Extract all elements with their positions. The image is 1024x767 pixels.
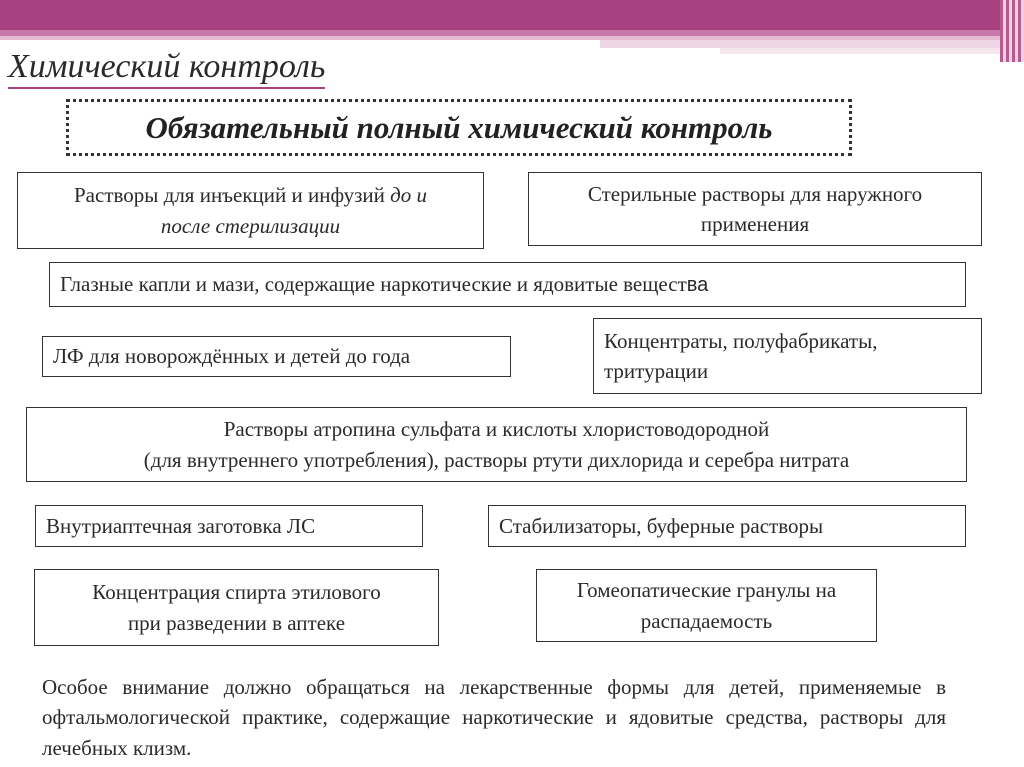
decorative-stripes [1000, 0, 1024, 62]
box-intra-pharmacy-text: Внутриаптечная заготовка ЛС [46, 513, 316, 538]
box-concentrates-line1: Концентраты, полуфабрикаты, [604, 328, 878, 353]
box-injections-text: Растворы для инъекций и инфузий [74, 183, 391, 208]
box-ethanol [34, 569, 439, 646]
subtitle-box [66, 99, 852, 156]
top-banner-band [720, 48, 1000, 54]
box-homeopathic-line2: распадаемость [640, 608, 773, 633]
box-eye-drops [49, 262, 966, 307]
box-concentrates [593, 318, 982, 394]
box-injections-italic-a: до и [390, 183, 427, 208]
box-atropine-line1: Растворы атропина сульфата и кислоты хлористоводородной [223, 417, 770, 442]
box-stabilizers-text: Стабилизаторы, буферные растворы [499, 513, 824, 538]
box-ethanol-line2: при разведении в аптеке [127, 610, 346, 635]
box-eye-drops-tail: ва [686, 274, 709, 296]
box-newborns-text: ЛФ для новорождённых и детей до года [53, 344, 411, 369]
box-injections-line1 [74, 180, 427, 210]
attention-note: Особое внимание должно обращаться на лекарственные формы для детей, применяемые в офтальмологической практике, содержащие наркотические и ядовитые средства, растворы для лечебных клизм. [42, 675, 946, 760]
top-banner-band [600, 40, 1000, 48]
box-injections [17, 172, 484, 249]
subtitle-text: Обязательный полный химический контроль [145, 109, 773, 145]
box-stabilizers [488, 505, 966, 547]
box-atropine [26, 407, 967, 482]
box-intra-pharmacy [35, 505, 423, 547]
box-concentrates-line2: тритурации [604, 359, 709, 383]
slide-title: Химический контроль [8, 48, 325, 89]
box-atropine-line2: (для внутреннего употребления), растворы ртути дихлорида и серебра нитрата [143, 447, 850, 472]
box-sterile-external-line1: Стерильные растворы для наружного [587, 181, 923, 206]
box-ethanol-line1: Концентрация спирта этилового [92, 580, 381, 605]
box-newborns [42, 336, 511, 377]
box-eye-drops-line [60, 269, 965, 300]
box-eye-drops-text: Глазные капли и мази, содержащие наркотические и ядовитые вещест [60, 272, 687, 296]
box-injections-italic-b: после стерилизации [160, 213, 341, 238]
box-sterile-external [528, 172, 982, 246]
box-homeopathic-line1: Гомеопатические гранулы на [576, 578, 837, 603]
box-sterile-external-line2: применения [700, 212, 810, 236]
box-homeopathic [536, 569, 877, 642]
top-banner-band [0, 0, 1000, 30]
